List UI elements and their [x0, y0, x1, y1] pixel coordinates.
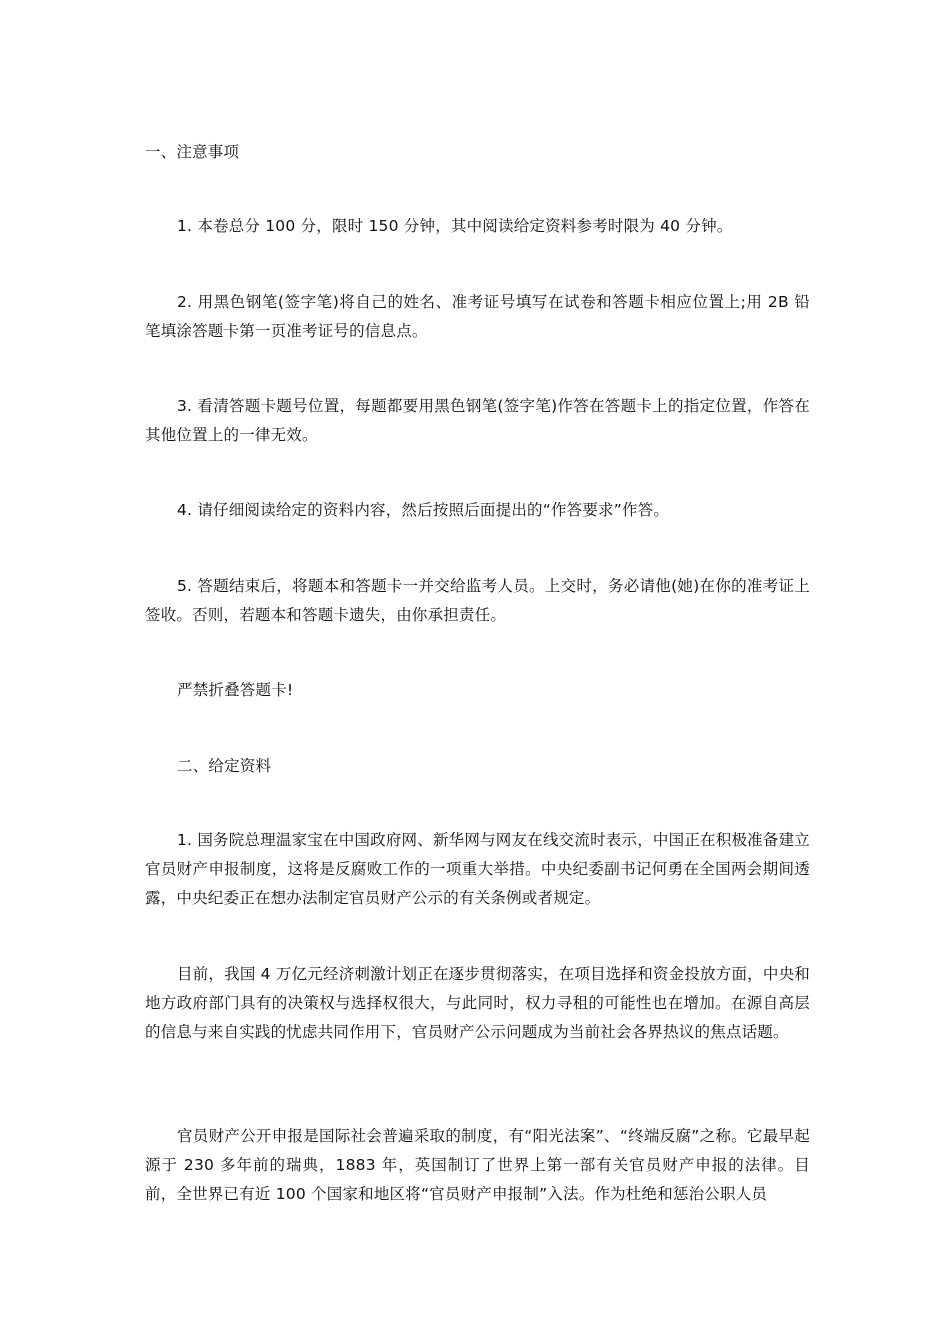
- section-heading-notes: 一、注意事项: [145, 143, 240, 161]
- note-item-2: 2. 用黑色钢笔(签字笔)将自己的姓名、准考证号填写在试卷和答题卡相应位置上;用 2B 铅笔填涂答题卡第一页准考证号的信息点。: [145, 293, 810, 340]
- warning-text: 严禁折叠答题卡!: [177, 681, 294, 699]
- note-item-4: 4. 请仔细阅读给定的资料内容，然后按照后面提出的“作答要求”作答。: [177, 501, 670, 519]
- material-paragraph-1: 1. 国务院总理温家宝在中国政府网、新华网与网友在线交流时表示，中国正在积极准备建立官员财产申报制度，这将是反腐败工作的一项重大举措。中央纪委副书记何勇在全国两会期间透露，中央纪委正在想办法制定官员财产公示的有关条例或者规定。: [145, 831, 810, 907]
- note-item-1: 1. 本卷总分 100 分，限时 150 分钟，其中阅读给定资料参考时限为 40 分钟。: [177, 217, 733, 235]
- section-heading-materials: 二、给定资料: [177, 757, 272, 775]
- note-item-3: 3. 看清答题卡题号位置，每题都要用黑色钢笔(签字笔)作答在答题卡上的指定位置，作答在其他位置上的一律无效。: [145, 397, 810, 444]
- material-paragraph-3: 官员财产公开申报是国际社会普遍采取的制度，有“阳光法案”、“终端反腐”之称。它最早起源于 230 多年前的瑞典，1883 年，英国制订了世界上第一部有关官员财产申报的法律。目前，全世界已有近 100 个国家和地区将“官员财产申报制”入法。作为杜绝和惩治公职人员: [145, 1127, 810, 1203]
- material-paragraph-2: 目前，我国 4 万亿元经济刺激计划正在逐步贯彻落实，在项目选择和资金投放方面，中央和地方政府部门具有的决策权与选择权很大，与此同时，权力寻租的可能性也在增加。在源自高层的信息与来自实践的忧虑共同作用下，官员财产公示问题成为当前社会各界热议的焦点话题。: [145, 965, 810, 1041]
- note-item-5: 5. 答题结束后，将题本和答题卡一并交给监考人员。上交时，务必请他(她)在你的准考证上签收。否则，若题本和答题卡遗失，由你承担责任。: [145, 577, 810, 624]
